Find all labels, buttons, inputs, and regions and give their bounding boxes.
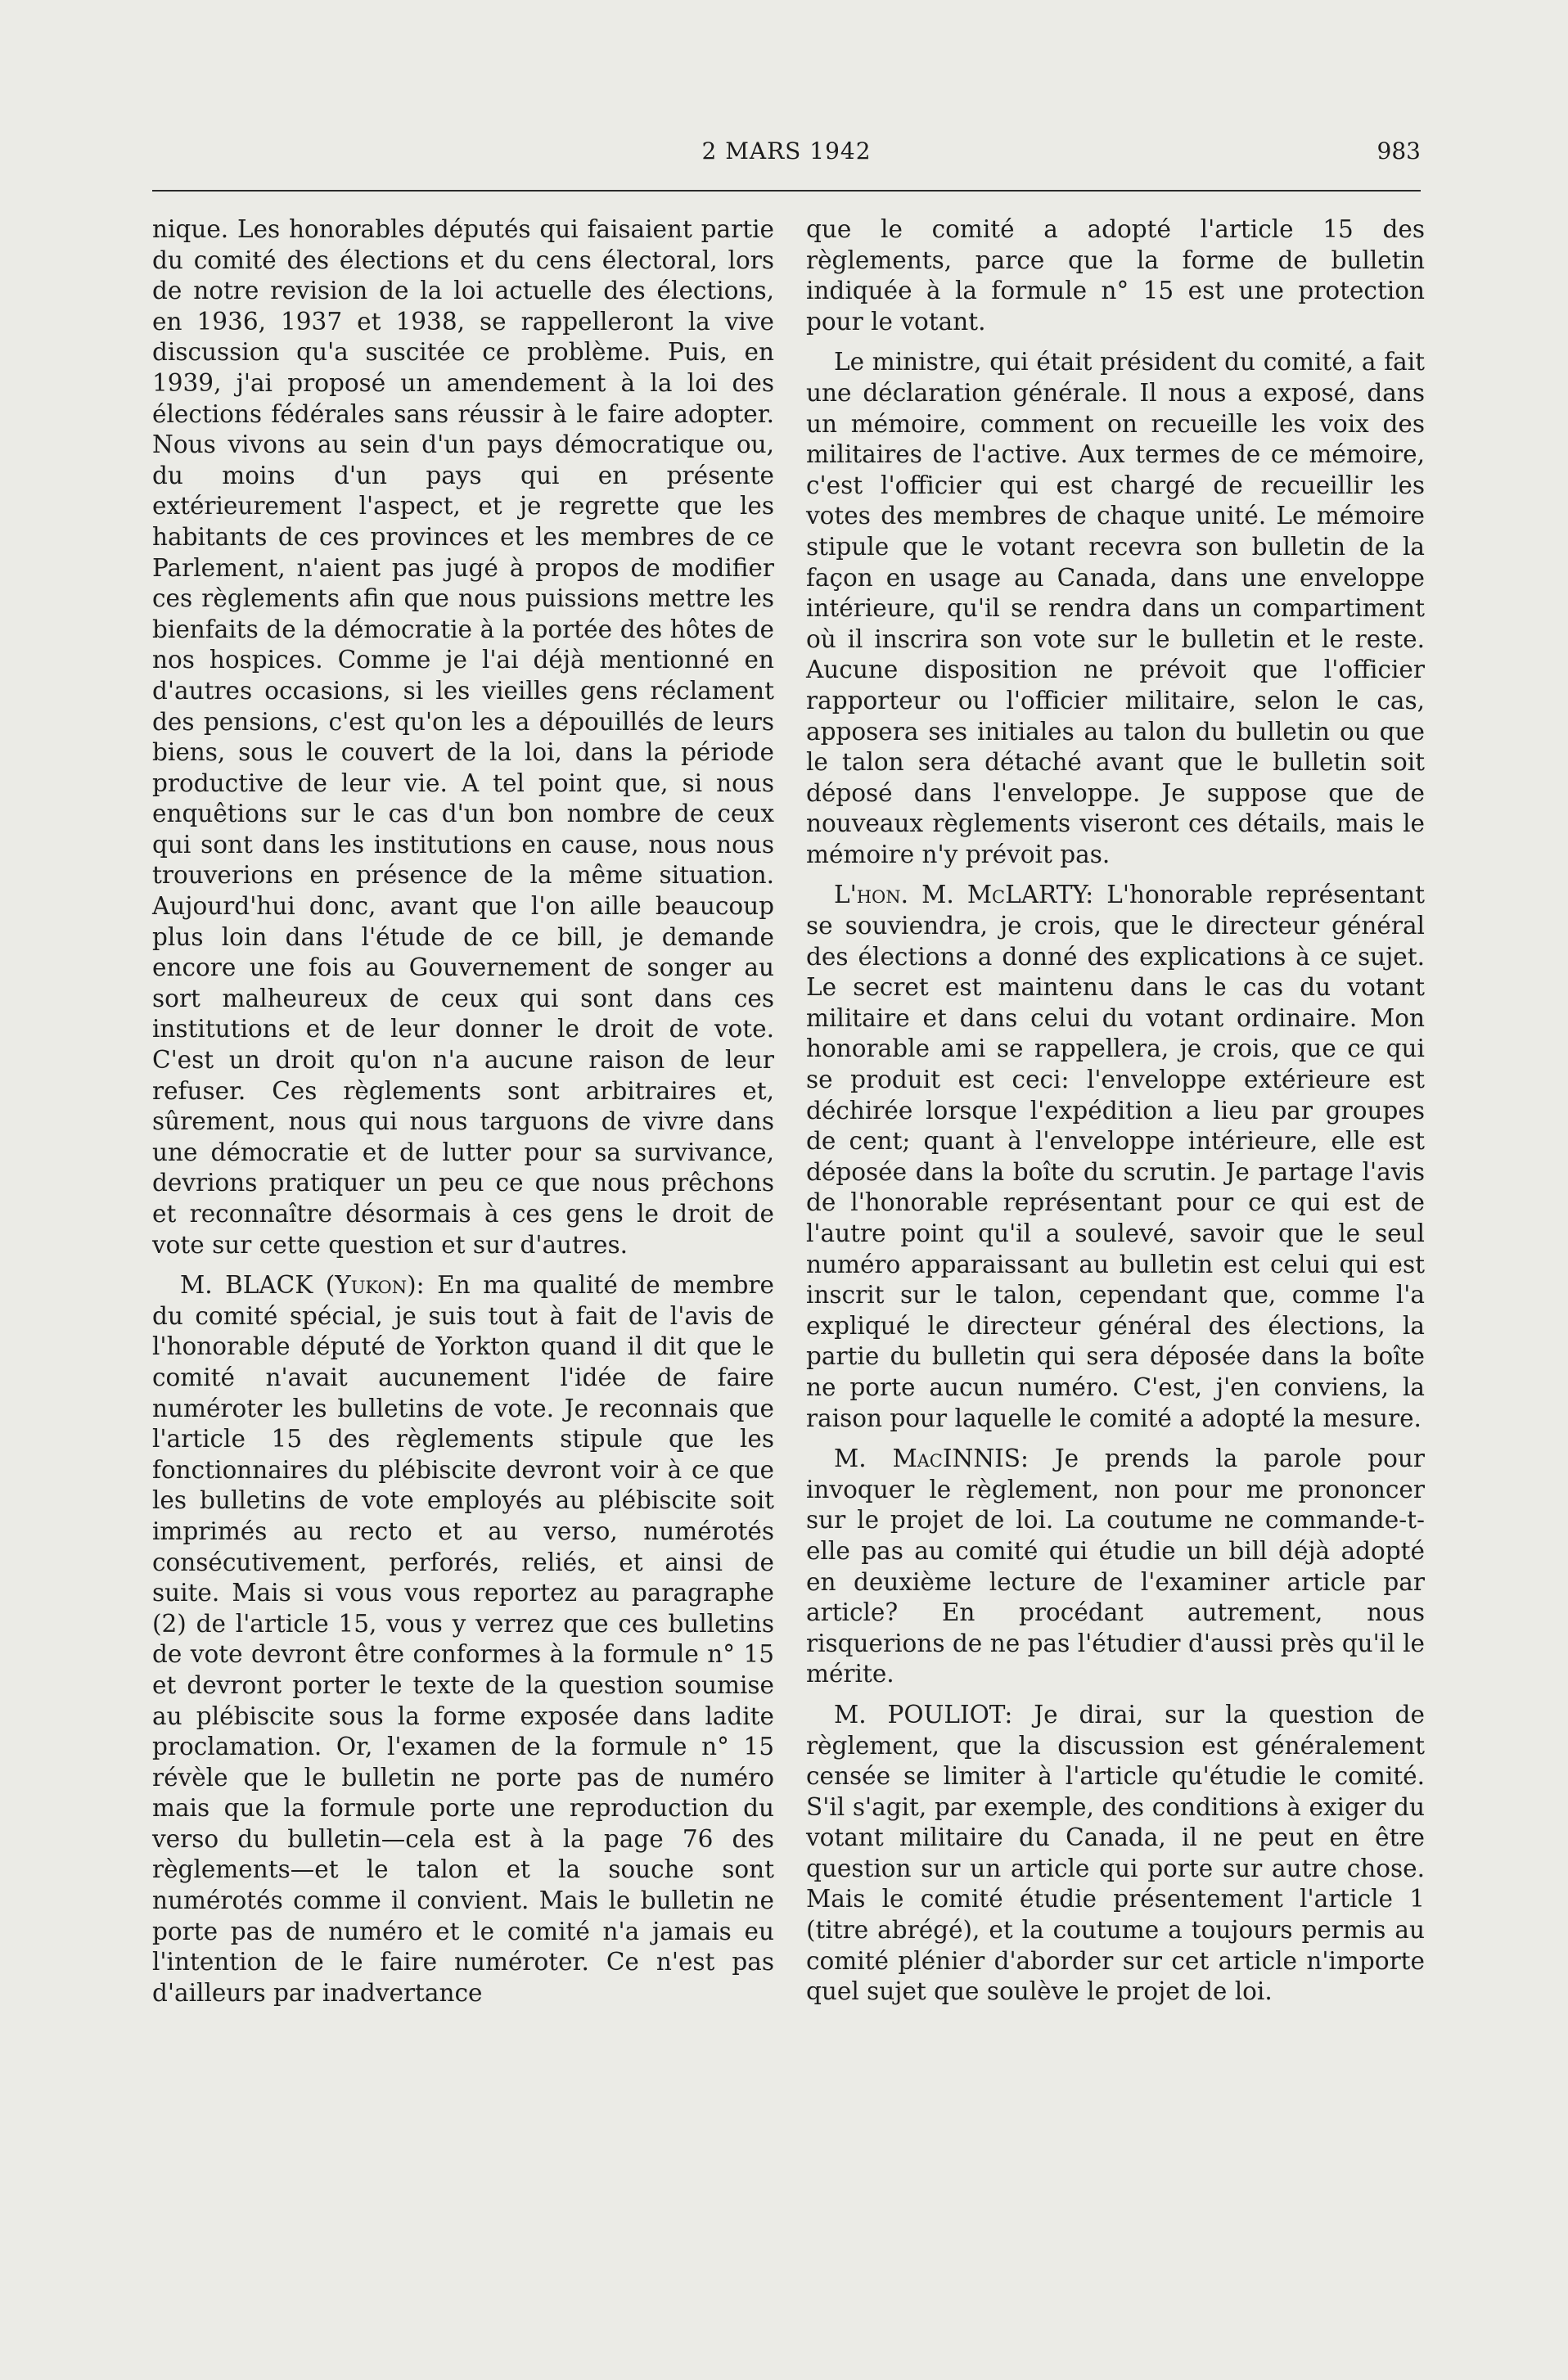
page-header [152,137,1421,187]
right-column [806,214,1425,2008]
speaker-name: M. POULIOT: [834,1700,1013,1729]
speech-text: En ma qualité de membre du comité spécial, je suis tout à fait de l'avis de l'honorable député de Yorkton quand il dit que le comité n'avait aucunement l'idée de faire numéroter les bulletins de vote. Je reconnais que l'article 15 des règlements stipule que les fonctionnaires du plébiscite devront voir à ce que les bulletins de vote employés au plébiscite soit imprimés au recto et au verso, numérotés consécutivement, perforés, reliés, et ainsi de suite. Mais si vous vous reportez au paragraphe (2) de l'article 15, vous y verrez que ces bulletins de vote devront être conformes à la formule n° 15 et devront porter le texte de la question soumise au plébiscite sous la forme exposée dans ladite proclamation. Or, l'examen de la formule n° 15 révèle que le bulletin ne porte pas de numéro mais que la formule porte une reproduction du verso du bulletin—cela est à la page 76 des règlements—et le talon et la souche sont numérotés comme il convient. Mais le bulletin ne porte pas de numéro et le comité n'a jamais eu l'intention de le faire numéroter. Ce n'est pas d'ailleurs par inadvertance [152,1271,774,2007]
speaker-name: M. BLACK (Yukon): [180,1271,425,1300]
speaker-name: L'hon. M. McLARTY: [834,881,1094,909]
paragraph [806,880,1425,1434]
paragraph [806,1700,1425,2008]
paragraph: Le ministre, qui était président du comité, a fait une déclaration générale. Il nous a exposé, dans un mémoire, comment on recueille les voix des militaires de l'active. Aux termes de ce mémoire, c'est l'officier qui est chargé de recueillir les votes des membres de chaque unité. Le mémoire stipule que le votant recevra son bulletin de la façon en usage au Canada, dans une enveloppe intérieure, qu'il se rendra dans un compartiment où il inscrira son vote sur le bulletin et le reste. Aucune disposition ne prévoit que l'officier rapporteur ou l'officier militaire, selon le cas, apposera ses initiales au talon du bulletin ou que le talon sera détaché avant que le bulletin soit déposé dans l'enveloppe. Je suppose que de nouveaux règlements viseront ces détails, mais le mémoire n'y prévoit pas. [806,348,1425,868]
header-date: 2 MARS 1942 [701,137,872,165]
speech-text: L'honorable représentant se souviendra, je crois, que le directeur général des élections a donné des explications à ce sujet. Le secret est maintenu dans le cas du votant militaire et dans celui du votant ordinaire. Mon honorable ami se rappellera, je crois, que ce qui se produit est ceci: l'enveloppe extérieure est déchirée lorsque l'expédition a lieu par groupes de cent; quant à l'enveloppe intérieure, elle est déposée dans la boîte du scrutin. Je partage l'avis de l'honorable représentant pour ce qui est de l'autre point qu'il a soulevé, savoir que le seul numéro apparaissant au bulletin est celui qui est inscrit sur le talon, cependant que, comme l'a expliqué le directeur général des élections, la partie du bulletin qui sera déposée dans la boîte ne porte aucun numéro. C'est, j'en conviens, la raison pour laquelle le comité a adopté la mesure. [806,881,1425,1432]
speech-text: Je dirai, sur la question de règlement, que la discussion est généralement censée se limiter à l'article qu'étudie le comité. S'il s'agit, par exemple, des conditions à exiger du votant militaire du Canada, il ne peut en être question sur un article qui porte sur autre chose. Mais le comité étudie présentement l'article 1 (titre abrégé), et la coutume a toujours permis au comité plénier d'aborder sur cet article n'importe quel sujet que soulève le projet de loi. [806,1700,1425,2006]
paragraph [152,1270,774,2008]
paragraph: nique. Les honorables députés qui faisaient partie du comité des élections et du cens électoral, lors de notre revision de la loi actuelle des élections, en 1936, 1937 et 1938, se rappelleront la vive discussion qu'a suscitée ce problème. Puis, en 1939, j'ai proposé un amendement à la loi des élections fédérales sans réussir à le faire adopter. Nous vivons au sein d'un pays démocratique ou, du moins d'un pays qui en présente extérieurement l'aspect, et je regrette que les habitants de ces provinces et les membres de ce Parlement, n'aient pas jugé à propos de modifier ces règlements afin que nous puissions mettre les bienfaits de la démocratie à la portée des hôtes de nos hospices. Comme je l'ai déjà mentionné en d'autres occasions, si les vieilles gens réclament des pensions, c'est qu'on les a dépouillés de leurs biens, sous le couvert de la loi, dans la période productive de leur vie. A tel point que, si nous enquêtions sur le cas d'un bon nombre de ceux qui sont dans les institutions en cause, nous nous trouverions en présence de la même situation. Aujourd'hui donc, avant que l'on aille beaucoup plus loin dans l'étude de ce bill, je demande encore une fois au Gouvernement de songer au sort malheureux de ceux qui sont dans ces institutions et de leur donner le droit de vote. C'est un droit qu'on n'a aucune raison de leur refuser. Ces règlements sont arbitraires et, sûrement, nous qui nous targuons de vivre dans une démocratie et de lutter pour sa survivance, devrions pratiquer un peu ce que nous prêchons et reconnaître désormais à ces gens le droit de vote sur cette question et sur d'autres. [152,215,774,1259]
paragraph [806,1444,1425,1690]
speech-text: Je prends la parole pour invoquer le règlement, non pour me prononcer sur le projet de loi. La coutume ne commande-t-elle pas au comité qui étudie un bill déjà adopté en deuxième lecture de l'examiner article par article? En procédant autrement, nous risquerions de ne pas l'étudier d'aussi près qu'il le mérite. [806,1445,1425,1688]
page-number: 983 [1377,137,1421,165]
header-rule [152,190,1421,192]
speaker-name: M. MacINNIS: [834,1445,1029,1473]
left-column [152,214,774,2008]
paragraph: que le comité a adopté l'article 15 des règlements, parce que la forme de bulletin indiquée à la formule n° 15 est une protection pour le votant. [806,215,1425,336]
